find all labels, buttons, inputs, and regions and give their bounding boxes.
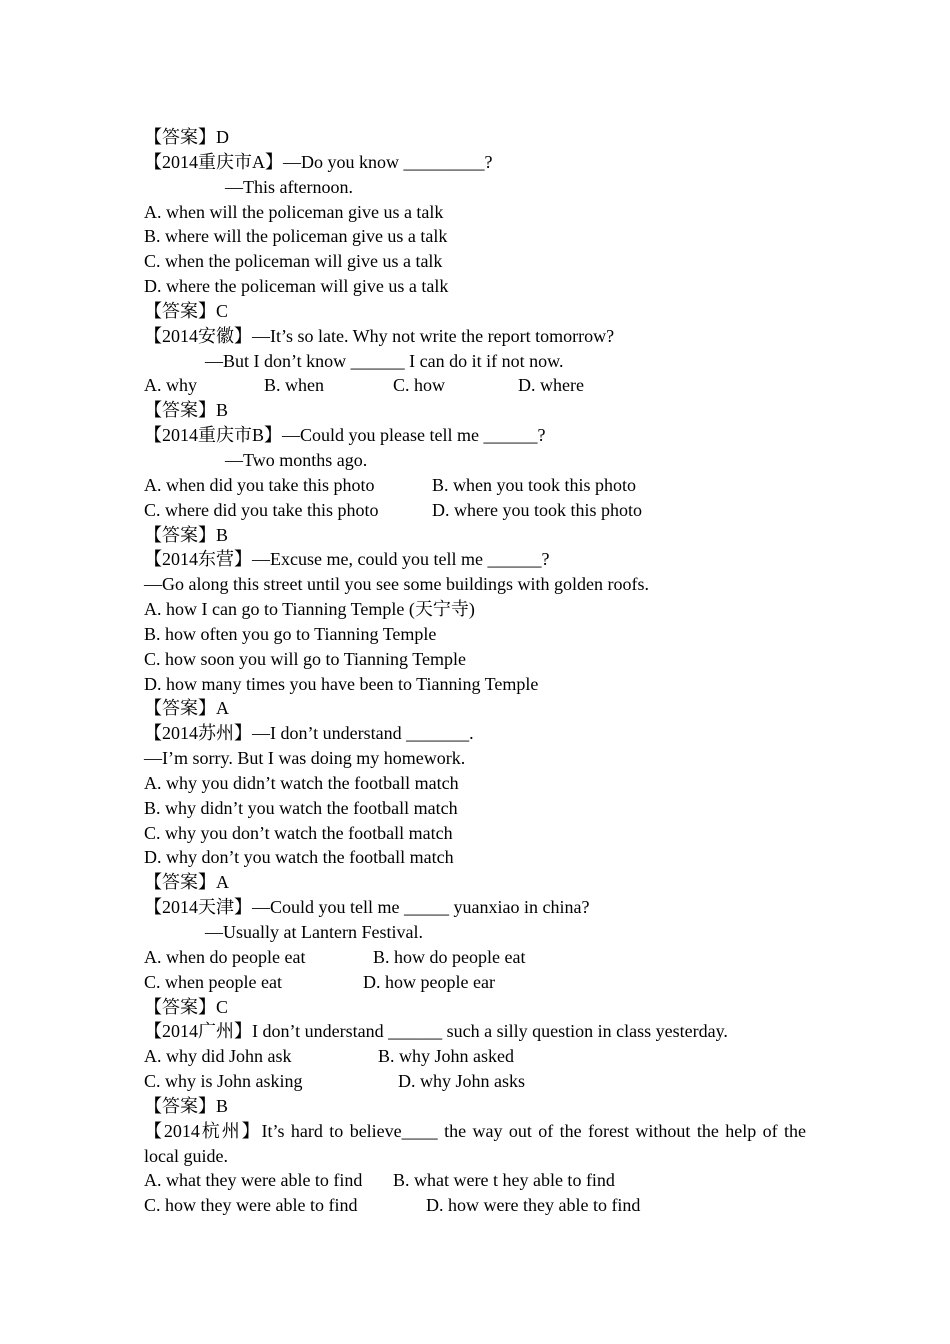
document-body [144, 125, 806, 1218]
option-c: C. how soon you will go to Tianning Temple [144, 648, 466, 669]
option-a: A. why did John ask [144, 1046, 292, 1067]
options-row [144, 1044, 806, 1069]
response-line: —But I don’t know ______ I can do it if not now. [205, 350, 564, 371]
option-c: C. how [393, 375, 446, 396]
response-line: —This afternoon. [225, 176, 353, 197]
option-d: D. how were they able to find [426, 1195, 641, 1216]
option-a: A. what they were able to find [144, 1170, 363, 1191]
options-row [144, 945, 806, 970]
option-b: B. when [264, 375, 324, 396]
answer-line: 【答案】A [144, 698, 229, 719]
option-b: B. why John asked [378, 1046, 514, 1067]
option-d: D. where [518, 375, 584, 396]
answer-line: 【答案】A [144, 872, 229, 893]
option-a: A. how I can go to Tianning Temple (天宁寺) [144, 599, 475, 620]
option-a: A. when did you take this photo [144, 474, 375, 495]
answer-line: 【答案】D [144, 127, 229, 147]
option-d: D. where you took this photo [432, 499, 642, 520]
option-d: D. how people ear [363, 971, 495, 992]
options-row [144, 970, 806, 995]
option-c: C. where did you take this photo [144, 499, 379, 520]
options-row [144, 1069, 806, 1094]
options-row [144, 1168, 806, 1193]
answer-line: 【答案】C [144, 996, 229, 1017]
option-b: B. what were t hey able to find [393, 1170, 615, 1191]
question-stem: 【2014东营】—Excuse me, could you tell me ______? [144, 549, 550, 570]
option-c: C. why is John asking [144, 1071, 303, 1092]
options-row [144, 1193, 806, 1218]
question-stem: 【2014重庆市B】—Could you please tell me ______? [144, 425, 546, 446]
question-stem: 【2014广州】I don’t understand ______ such a silly question in class yesterday. [144, 1021, 728, 1042]
response-line: —I’m sorry. But I was doing my homework. [144, 748, 466, 769]
option-d: D. how many times you have been to Tianning Temple [144, 673, 539, 694]
question-stem: 【2014安徽】—It’s so late. Why not write the report tomorrow? [144, 325, 615, 346]
option-b: B. how often you go to Tianning Temple [144, 623, 437, 644]
option-c: C. when the policeman will give us a talk [144, 251, 443, 272]
question-stem: 【2014苏州】—I don’t understand _______. [144, 723, 474, 744]
question-stem: 【2014天津】—Could you tell me _____ yuanxiao in china? [144, 897, 590, 918]
option-d: D. why don’t you watch the football match [144, 847, 454, 868]
answer-line: 【答案】B [144, 1095, 229, 1116]
option-b: B. when you took this photo [432, 474, 637, 495]
response-line: —Two months ago. [225, 449, 368, 470]
option-a: A. why you didn’t watch the football match [144, 772, 459, 793]
option-a: A. why [144, 375, 197, 396]
options-row [144, 373, 806, 398]
option-c: C. how they were able to find [144, 1195, 358, 1216]
option-d: D. why John asks [398, 1071, 526, 1092]
option-a: A. when will the policeman give us a talk [144, 201, 444, 222]
option-b: B. where will the policeman give us a talk [144, 226, 448, 247]
answer-line: 【答案】B [144, 524, 229, 545]
question-stem: 【2014杭州】It’s hard to believe____ the way out of the forest without the help of the local guide. [144, 1120, 806, 1166]
answer-line: 【答案】C [144, 300, 229, 321]
option-c: C. when people eat [144, 971, 282, 992]
option-b: B. how do people eat [373, 946, 526, 967]
options-row [144, 498, 806, 523]
option-a: A. when do people eat [144, 946, 306, 967]
question-stem: 【2014重庆市A】—Do you know _________? [144, 151, 493, 172]
answer-line: 【答案】B [144, 400, 229, 421]
option-c: C. why you don’t watch the football match [144, 822, 453, 843]
response-line: —Usually at Lantern Festival. [205, 922, 423, 942]
response-line: —Go along this street until you see some buildings with golden roofs. [144, 574, 649, 595]
option-d: D. where the policeman will give us a talk [144, 276, 449, 297]
options-row [144, 473, 806, 498]
option-b: B. why didn’t you watch the football match [144, 797, 458, 818]
